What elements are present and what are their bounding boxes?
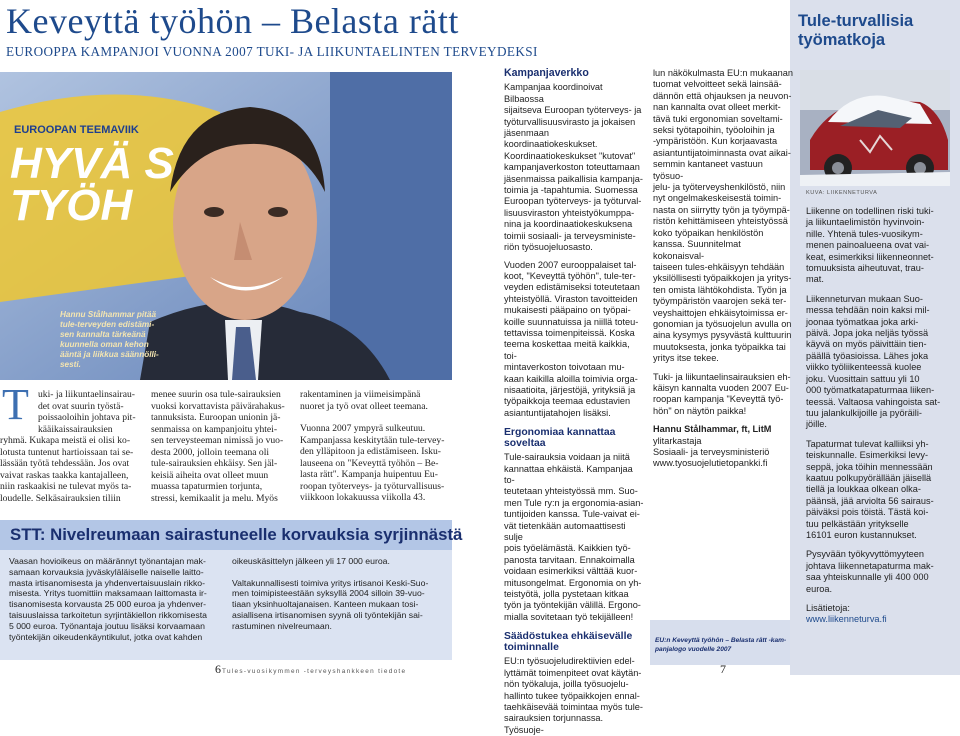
stt-title: STT: Nivelreumaan sairastuneelle korvauksia syrjinnästä [10, 525, 463, 544]
sidebar-paragraph: Liikenneturvan mukaan Suo- messa tehdään noin kaksi mil- joonaa työmatkaa joka arki- päivä. Jopa joka neljäs työssä käyvä on myös päivittäin tien- päällä työasioissa. Lähes joka viikko työliikenteessä kuolee joku. Vuosittain sattuu yli 10 000 työmatkatapaturmaa liiken- teessä. Valtaosa vahingoista sat- tuu jalankulkijoille ja pyöräili- jöille. [806, 293, 941, 430]
stt-column-1: Vaasan hovioikeus on määrännyt työnantajan mak- samaan korvauksia jyväskyläläiselle naiselle laitto- masta irtisanomisesta ja yhdenvertaisuuslain rikko- misesta. Yritys tuomittiin maksamaan laittomasta ir- tisanomisesta korvausta 25 000 euroa ja yhdenver- taisuuslaissa tarkoitetun syrjintäkiellon rikkomisesta 5 000 euroa. Työnantaja joutuu lisäksi korvaamaan työntekijän oikeudenkäyntikulut, jotka ovat kahden [9, 556, 207, 642]
article-column-3: rakentaminen ja viimeisimpänä nuoret ja työ ovat olleet teemana. Vuonna 2007 ympyrä sulkeutuu. Kampanjassa keskitytään tule-tervey- den ylläpitoon ja edistämiseen. Isku- lauseena on "Keveyttä työhön – Be- lasta rätt". Kampanja huipentuu Eu- roopan työterveys- ja työturvallisuus- viikkoon lokakuussa viikolla 43. [300, 389, 445, 503]
page-number-left: 6 [215, 662, 221, 676]
liikenneturva-link[interactable]: www.liikenneturva.fi [806, 614, 887, 625]
article-column-1: uki- ja liikuntaelinsairau- det ovat suurin työstä- poissaoloihin johtava pit- kääikaissairauksien ryhmä. Kukapa meistä ei olisi ko- lotusta tuntenut hartioissaan tai se- lässään työtä tehdessään. Jos ovat vaivat raskas taakka kantajalleen, niin raskaakisi ne tulevat myös ta- loudelle. Selkäsairauksien tiliin [0, 389, 136, 504]
sidebar-paragraph: Tapaturmat tulevat kalliiksi yh- teiskunnalle. Esimerkiksi levy- seppä, joka töihin mennessään kaatuu polkupyörällään jäisellä tiellä ja loukkaa olkean olka- päänsä, jää arviolta 56 sairaus- päiväksi pois töistä. Tästä koi- tuu pelkästään yritykselle 16101 euron kustannukset. [806, 438, 934, 540]
sidebar-title: Tule-turvallisia työmatkoja [798, 12, 914, 49]
article-column-2: menee suurin osa tule-sairauksien vuoksi korvattavista päivärahakus- tannuksista. Euroopan unionin jä- senmaissa on kampanjoitu yhtei- sen terveysteeman nimissä jo vuo- desta 2000, jolloin teemana oli tule-sairauksien ehkäisy. Sen jäl- keisiä aiheita ovat olleet muun muassa tapaturmien torjunta, stressi, kemikaalit ja melu. Myös [151, 389, 285, 504]
section-heading-kampanjaverkko: Kampanjaverkko [504, 67, 589, 79]
main-photo [0, 72, 452, 380]
stt-column-2: oikeuskäsittelyn jälkeen yli 17 000 euroa. Valtakunnallisesti toimiva yritys irtisanoi Keski-Suo- men toimipisteestään syksyllä 2004 silloin 39-vuo- tiaan yksinhuoltajanaisen. Kanteen mukaan tosi- asiallisena irtisanomisen syynä oli työntekijän sai- rastuminen nivelreumaan. [232, 556, 429, 631]
photo-credit: KUVA: LIIKENNETURVA [806, 190, 878, 196]
banner-big-text-2: TYÖH [10, 181, 133, 230]
banner-top-text: EUROOPAN TEEMAVIIK [14, 124, 139, 136]
right-column-2: lun näkökulmasta EU:n mukaanan tuomat velvoitteet sekä lainsää- dännön että ohjauksen ja neuvon- nan kannalta ovat olleet merkit- tävä tuki ergonomian soveltami- seksi työtapoihin, työoloihin ja -ympäristöön. Kun korjaavasta asiantuntijatoiminnasta ovat aikai- semmin kantaneet vastuun työsuo- jelu- ja työterveyshenkilöstö, niin nyt ongelmakeskeisestä toimin- nasta on siirrytty työn ja työympä- ristön kehittämiseen yhteistyössä koko työpaikan henkilöstön kanssa. Suunnitelmat kokonaisval- taiseen tules-ehkäisyyn tehdään yksilöllisesti työpaikkojen ja yritys- ten omista lähtökohdista. Työn ja työympäristön vaarojen sekä ter- veyshaittojen ehkäisytoimissa er- gonomian ja työsuojelun avulla on aina kysymys pysyvästä kulttuurin muutoksesta, jonka työpaikka tai yritys itse tekee. Tuki- ja liikuntaelinsairauksien eh- käisyn kannalta vuoden 2007 Eu- roopan kampanja "Keveyttä työ- hön" on näytön paikka! Hannu Stålhammar, ft, LitM ylitarkastaja Sosiaali- ja terveysministeriö www.tyosuojelutietopankki.fi [653, 68, 793, 469]
section-heading-saadostukea: Säädöstukea ehkäisevälle toiminnalle [504, 631, 633, 654]
sidebar-text [806, 206, 951, 626]
sidebar-paragraph: Liikenne on todellinen riski tuki- ja liikuntaelimistön hyvinvoin- nille. Yhtenä tules-vuosikym- menen painoalueena ovat vai- keat, esimerkiksi liikenneonnet- tomuuksista aiheutuvat, trau- mat. [806, 206, 934, 285]
section-heading-ergonomia: Ergonomiaa kannattaa soveltaa [504, 427, 616, 450]
photo-caption: Hannu Stålhammar pitää tule-terveyden edistämi- sen kannalta tärkeänä kuunnella oman kehon ääntä ja liikkua säännölli- sesti. [60, 310, 159, 369]
tyosuojelu-link[interactable]: www.tyosuojelutietopankki.fi [653, 458, 768, 469]
more-info-label: Lisätietoja: [806, 603, 850, 613]
drop-cap: T [2, 380, 29, 429]
page-number-right: 7 [720, 662, 726, 676]
crashed-car-photo [800, 70, 950, 186]
right-column-1: Kampanjaverkko Kampanjaa koordinoivat Bilbaossa sijaitseva Euroopan työterveys- ja työturvallisuusvirasto ja jokaisen jäsenmaan koordinaatiokeskukset. Koordinaatiokeskukset "kutovat" kampanjaverkoston toteuttamaan jäsenmaissa paikallisia kampanja- toimia ja -tapahtumia. Suomessa Euroopan työterveys- ja työturval- lisuusviraston yhteistyökumppa- nina ja koordinaatiokeskuksena toimii sosiaali- ja terveysministe- riön työsuojeluosasto. Vuoden 2007 eurooppalaiset tal- koot, "Keveyttä työhön", tule-ter- veyden edistämiseksi toteutetaan yhteistyöllä. Viraston tavoitteiden mukaisesti pääpaino on työpai- koille suunnatuissa ja niillä toteu- tettavissa toimenpiteissä. Koska teema koskettaa meitä kaikkia, toi- mintaverkoston toivotaan mu- kaan kaikilla aloilla toimivia orga- nisaatioita, järjestöjä, yrityksiä ja työpaikkoja teemaa edustavien asiantuntijatahojen lisäksi. Ergonomiaa kannattaa soveltaa Tule-sairauksia voidaan ja niitä kannattaa ehkäistä. Kampanjaa to- teutetaan yhteistyössä mm. Suo- men Tule ry:n ja ergonomia-asian- tuntijoiden kanssa. Tule-vaivat ei- vät tietenkään automaattisesti sulje pois työelämästä. Kaikkien työ- panosta tarvitaan. Ennakoimalla voidaan esimerkiksi välttää kuor- mitusongelmat. Ergonomia on yh- teistyötä, jolla pystetaan kitkaa työn ja työntekijän välillä. Ergono- mialla sovitetaan työ tekijälleen! Säädöstukea ehkäisevälle toiminnalle EU:n työsuojeludirektiivien edel- lyttämät toimenpiteet ovat käytän- nön työkaluja, joilla työsuojelu- hallinto tukee työpaikkojen ennal- taehkäisevää toimintaa myös tule- sairauksien torjunnassa. Työsuoje- [504, 67, 644, 735]
banner-big-text-1: HYVÄ S [10, 139, 174, 188]
page-title: Keveyttä työhön – Belasta rätt [6, 1, 459, 41]
page-subtitle: EUROOPPA KAMPANJOI VUONNA 2007 TUKI- JA LIIKUNTAELINTEN TERVEYDEKSI [6, 44, 538, 59]
signature-name: Hannu Stålhammar, ft, LitM [653, 424, 772, 435]
logo-caption: EU:n Keveyttä työhön – Belasta rätt -kam- panjalogo vuodelle 2007 [655, 637, 787, 653]
sidebar-paragraph: Pysyvään työkyvyttömyyteen johtava liikennetapaturma mak- saa yhteiskunnalle yli 400 000 euroa. [806, 549, 934, 594]
running-footer: Tules-vuosikymmen -terveyshankkeen tiedote [222, 668, 407, 675]
